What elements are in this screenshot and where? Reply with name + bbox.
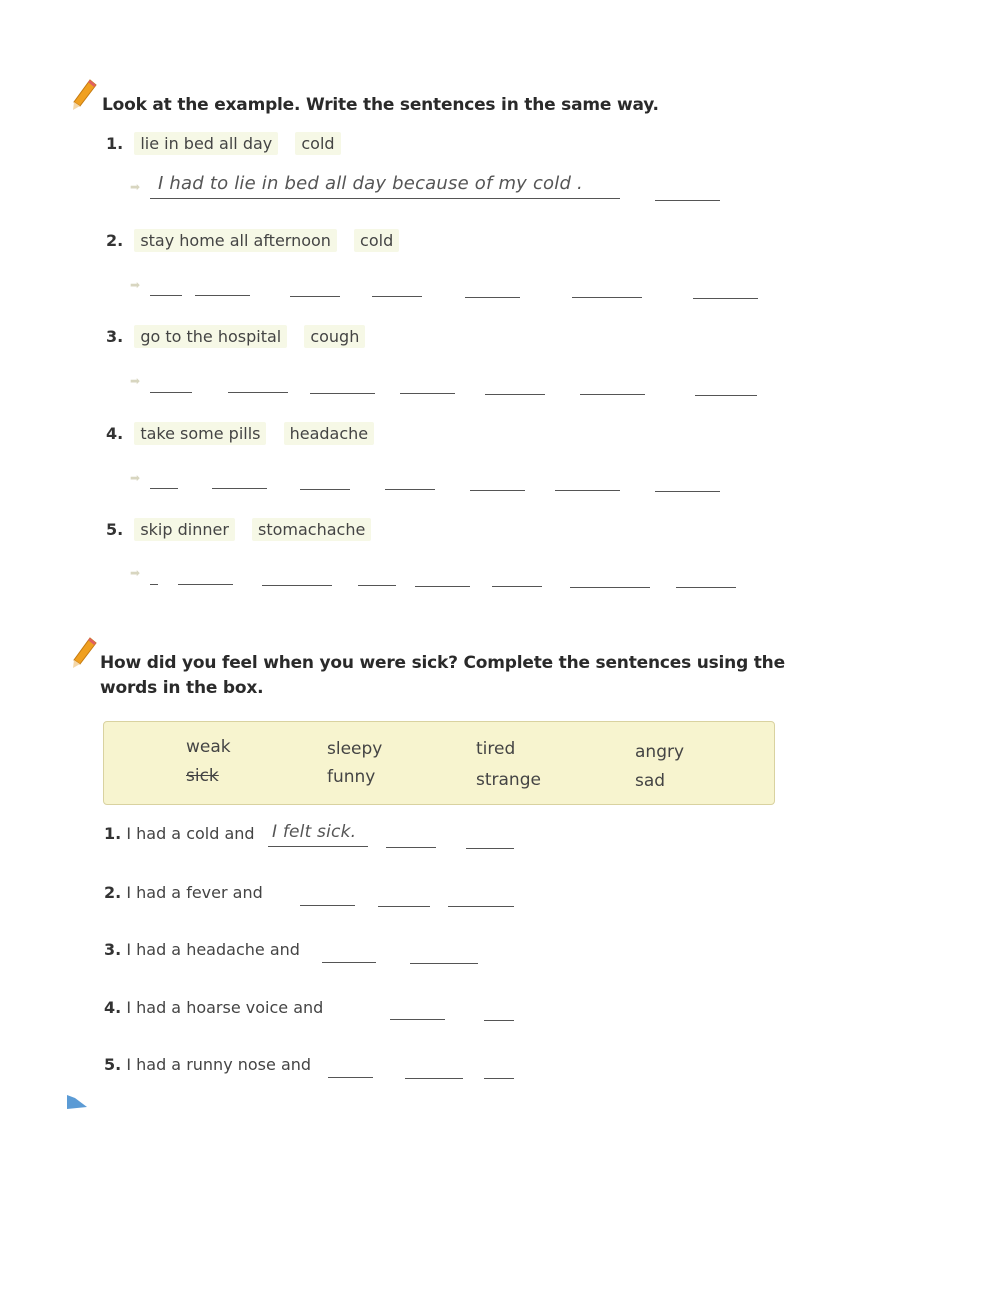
sentence-text: I had a fever and xyxy=(126,883,263,902)
verb-phrase-chip: take some pills xyxy=(134,422,266,445)
list-item xyxy=(106,325,365,353)
section1-heading: Look at the example. Write the sentences in the same way. xyxy=(102,95,659,115)
sentence-text: I had a runny nose and xyxy=(126,1055,312,1074)
answer-underline[interactable] xyxy=(372,296,422,297)
answer-underline[interactable] xyxy=(195,295,250,296)
sentence-text: I had a cold and xyxy=(126,824,255,843)
sentence-number: 1. xyxy=(104,824,122,843)
answer-underline[interactable] xyxy=(555,490,620,491)
verb-phrase-chip: go to the hospital xyxy=(134,325,287,348)
answer-underline xyxy=(466,848,514,849)
arrow-icon: ➡ xyxy=(130,278,141,292)
section2-heading-line1: How did you feel when you were sick? Complete the sentences using the xyxy=(100,653,785,673)
sentence-row xyxy=(104,998,323,1017)
section2-heading-line2: words in the box. xyxy=(100,678,264,698)
answer-underline[interactable] xyxy=(580,394,645,395)
answer-underline[interactable] xyxy=(290,296,340,297)
item-number: 4. xyxy=(106,424,124,443)
box-word: tired xyxy=(476,739,516,759)
answer-underline[interactable] xyxy=(655,491,720,492)
illness-chip: cold xyxy=(354,229,399,252)
answer-underline[interactable] xyxy=(212,488,267,489)
answer-underline[interactable] xyxy=(262,585,332,586)
item-number: 5. xyxy=(106,520,124,539)
arrow-icon: ➡ xyxy=(130,566,141,580)
arrow-icon: ➡ xyxy=(130,374,141,388)
answer-underline[interactable] xyxy=(570,587,650,588)
answer-underline[interactable] xyxy=(328,1077,373,1078)
answer-underline[interactable] xyxy=(465,297,520,298)
box-word: angry xyxy=(635,742,685,762)
answer-underline[interactable] xyxy=(150,392,192,393)
box-word: funny xyxy=(327,767,376,787)
list-item xyxy=(106,518,371,546)
sentence-number: 3. xyxy=(104,940,122,959)
answer-underline[interactable] xyxy=(390,1019,445,1020)
answer-underline[interactable] xyxy=(385,489,435,490)
answer-underline[interactable] xyxy=(300,489,350,490)
answer-underline[interactable] xyxy=(150,584,158,585)
box-word-used: sick xyxy=(186,766,219,786)
box-word: sad xyxy=(635,771,666,791)
box-word: sleepy xyxy=(327,739,383,759)
answer-underline[interactable] xyxy=(484,1078,514,1079)
answer-text: I had to lie in bed all day because of my cold . xyxy=(158,173,583,194)
item-number: 2. xyxy=(106,231,124,250)
answer-underline[interactable] xyxy=(400,393,455,394)
arrow-icon: ➡ xyxy=(130,471,141,485)
answer-underline[interactable] xyxy=(484,1020,514,1021)
illness-chip: cough xyxy=(304,325,365,348)
answer-underline[interactable] xyxy=(410,963,478,964)
sentence-number: 5. xyxy=(104,1055,122,1074)
arrow-icon: ➡ xyxy=(130,180,141,194)
answer-underline[interactable] xyxy=(150,488,178,489)
sentence-row xyxy=(104,824,255,843)
sentence-row xyxy=(104,1055,311,1074)
sentence-number: 2. xyxy=(104,883,122,902)
item-number: 3. xyxy=(106,327,124,346)
sentence-text: I had a hoarse voice and xyxy=(126,998,324,1017)
illness-chip: cold xyxy=(295,132,340,155)
answer-underline[interactable] xyxy=(178,584,233,585)
illness-chip: stomachache xyxy=(252,518,371,541)
answer-underline[interactable] xyxy=(448,906,514,907)
box-word: weak xyxy=(186,737,231,757)
answer-underline[interactable] xyxy=(693,298,758,299)
pencil-icon xyxy=(70,636,98,670)
sentence-row xyxy=(104,940,300,959)
answer-underline xyxy=(150,198,620,199)
sentence-text: I had a headache and xyxy=(126,940,300,959)
answer-underline xyxy=(655,200,720,201)
list-item xyxy=(106,422,374,450)
answer-underline[interactable] xyxy=(150,295,182,296)
answer-underline[interactable] xyxy=(228,392,288,393)
answer-underline[interactable] xyxy=(322,962,376,963)
box-word: strange xyxy=(476,770,541,790)
answer-text: I felt sick. xyxy=(272,822,357,842)
answer-underline[interactable] xyxy=(492,586,542,587)
item-number: 1. xyxy=(106,134,124,153)
answer-underline[interactable] xyxy=(485,394,545,395)
answer-underline[interactable] xyxy=(378,906,430,907)
answer-underline[interactable] xyxy=(358,585,396,586)
answer-underline xyxy=(386,847,436,848)
sentence-number: 4. xyxy=(104,998,122,1017)
answer-underline[interactable] xyxy=(695,395,757,396)
answer-underline[interactable] xyxy=(415,586,470,587)
verb-phrase-chip: lie in bed all day xyxy=(134,132,278,155)
answer-underline[interactable] xyxy=(676,587,736,588)
answer-underline[interactable] xyxy=(470,490,525,491)
page-corner-icon xyxy=(67,1094,89,1108)
verb-phrase-chip: skip dinner xyxy=(134,518,235,541)
answer-underline[interactable] xyxy=(405,1078,463,1079)
pencil-icon xyxy=(70,78,98,112)
word-box xyxy=(103,721,775,805)
illness-chip: headache xyxy=(284,422,375,445)
list-item xyxy=(106,229,399,257)
list-item xyxy=(106,132,341,160)
answer-underline[interactable] xyxy=(300,905,355,906)
verb-phrase-chip: stay home all afternoon xyxy=(134,229,337,252)
answer-underline xyxy=(268,846,368,847)
answer-underline[interactable] xyxy=(310,393,375,394)
answer-underline[interactable] xyxy=(572,297,642,298)
sentence-row xyxy=(104,883,263,902)
